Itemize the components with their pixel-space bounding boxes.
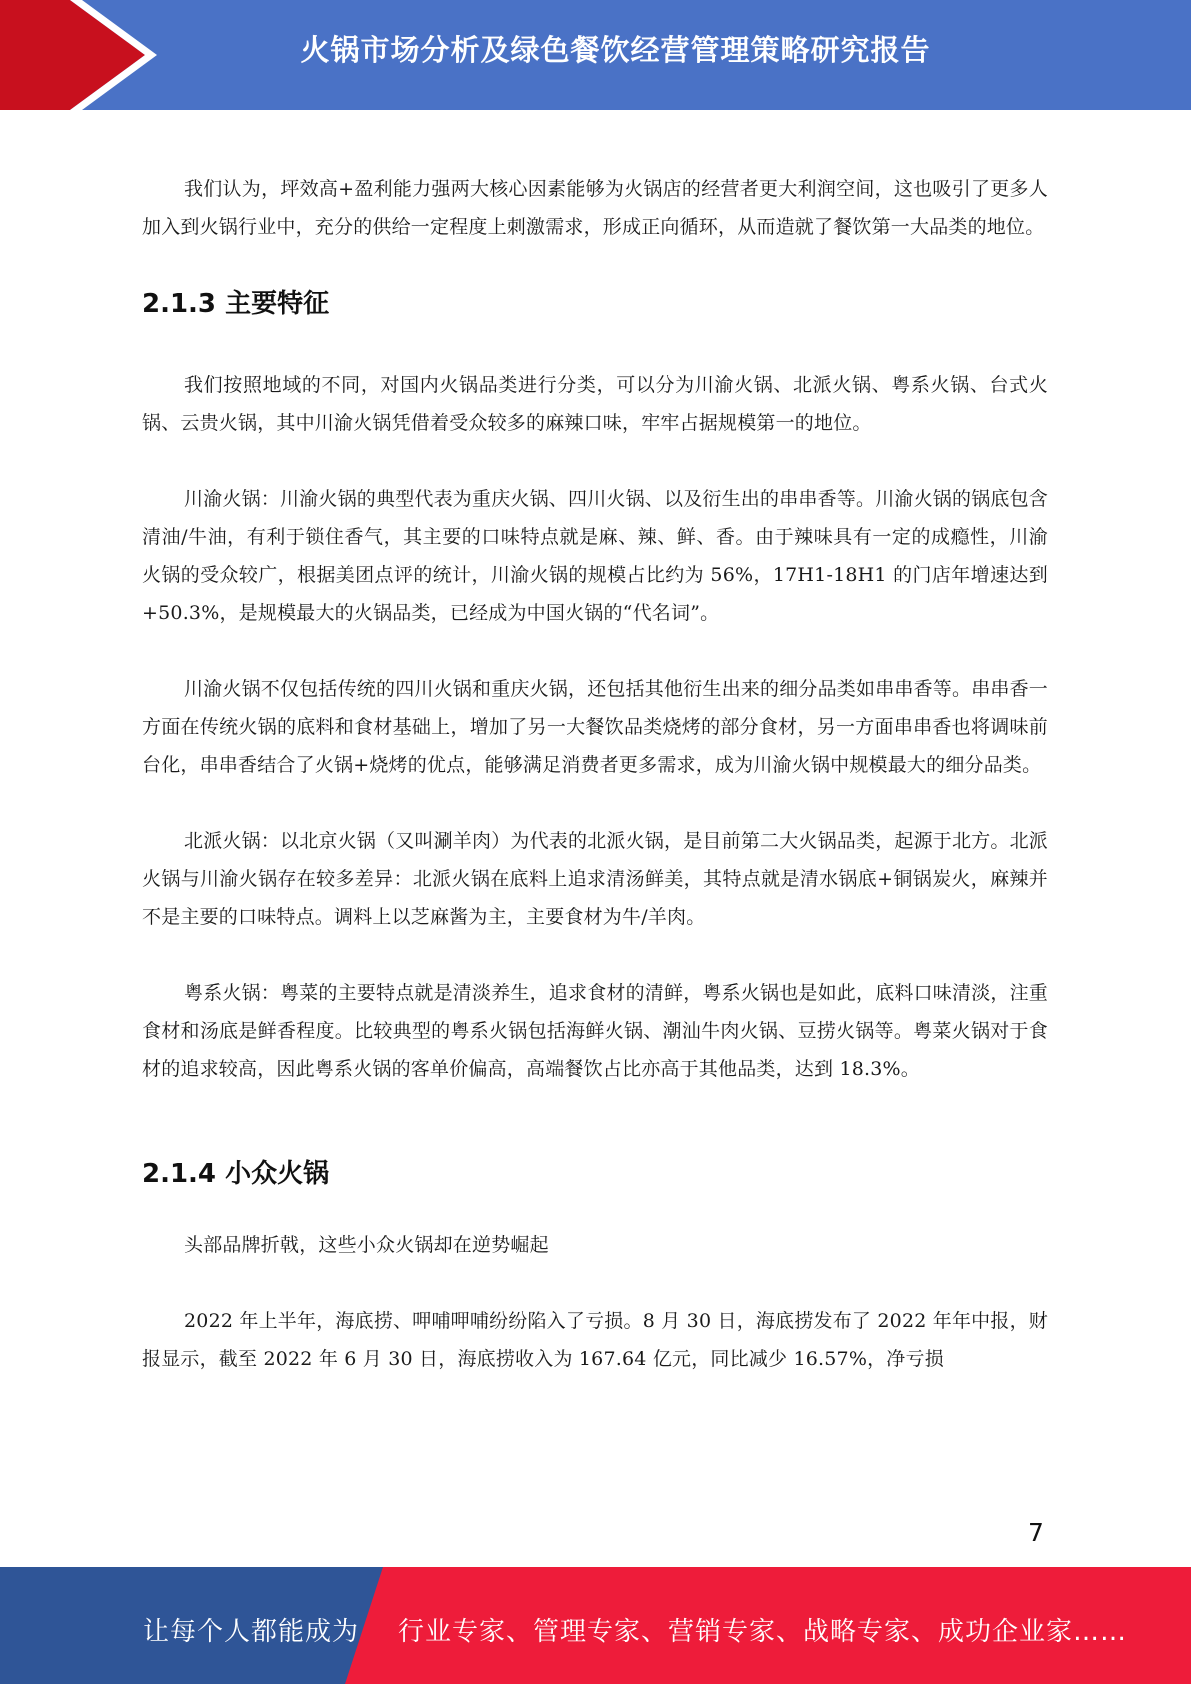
paragraph: 我们按照地域的不同，对国内火锅品类进行分类，可以分为川渝火锅、北派火锅、粤系火锅、台式火锅、云贵火锅，其中川渝火锅凭借着受众较多的麻辣口味，牢牢占据规模第一的地位。 xyxy=(142,374,1048,434)
paragraph: 川渝火锅：川渝火锅的典型代表为重庆火锅、四川火锅、以及衍生出的串串香等。川渝火锅的锅底包含清油/牛油，有利于锁住香气，其主要的口味特点就是麻、辣、鲜、香。由于辣味具有一定的成瘾性，川渝火锅的受众较广，根据美团点评的统计，川渝火锅的规模占比约为 56%，17H1-18H1 的门店年增速达到+50.3%，是规模最大的火锅品类，已经成为中国火锅的“代名词”。 xyxy=(142,488,1049,624)
paragraph: 头部品牌折戟，这些小众火锅却在逆势崛起 xyxy=(184,1234,549,1256)
page-footer xyxy=(0,1567,1191,1684)
page-header xyxy=(0,0,1191,110)
paragraph: 川渝火锅不仅包括传统的四川火锅和重庆火锅，还包括其他衍生出来的细分品类如串串香等。串串香一方面在传统火锅的底料和食材基础上，增加了另一大餐饮品类烧烤的部分食材，另一方面串串香也将调味前台化，串串香结合了火锅+烧烤的优点，能够满足消费者更多需求，成为川渝火锅中规模最大的细分品类。 xyxy=(142,678,1049,776)
section-heading: 2.1.4 小众火锅 xyxy=(142,1159,330,1189)
document-title: 火锅市场分析及绿色餐饮经营管理策略研究报告 xyxy=(300,33,931,67)
footer-slogan-left: 让每个人都能成为 xyxy=(143,1617,360,1647)
page-number: 7 xyxy=(1028,1518,1044,1547)
paragraph: 北派火锅：以北京火锅（又叫涮羊肉）为代表的北派火锅，是目前第二大火锅品类，起源于北方。北派火锅与川渝火锅存在较多差异：北派火锅在底料上追求清汤鲜美，其特点就是清水锅底+铜锅炭火，麻辣并不是主要的口味特点。调料上以芝麻酱为主，主要食材为牛/羊肉。 xyxy=(142,830,1049,928)
paragraph: 2022 年上半年，海底捞、呷哺呷哺纷纷陷入了亏损。8 月 30 日，海底捞发布了 2022 年年中报，财报显示，截至 2022 年 6 月 30 日，海底捞收入为 167.64 亿元，同比减少 16.57%，净亏损 xyxy=(142,1310,1048,1370)
page-content xyxy=(142,170,1048,1378)
paragraph: 我们认为，坪效高+盈利能力强两大核心因素能够为火锅店的经营者更大利润空间，这也吸引了更多人加入到火锅行业中，充分的供给一定程度上刺激需求，形成正向循环，从而造就了餐饮第一大品类的地位。 xyxy=(142,178,1048,238)
paragraph: 粤系火锅：粤菜的主要特点就是清淡养生，追求食材的清鲜，粤系火锅也是如此，底料口味清淡，注重食材和汤底是鲜香程度。比较典型的粤系火锅包括海鲜火锅、潮汕牛肉火锅、豆捞火锅等。粤菜火锅对于食材的追求较高，因此粤系火锅的客单价偏高，高端餐饮占比亦高于其他品类，达到 18.3%。 xyxy=(142,982,1049,1080)
section-heading: 2.1.3 主要特征 xyxy=(142,289,330,319)
footer-slogan-right: 行业专家、管理专家、营销专家、战略专家、成功企业家…… xyxy=(398,1617,1128,1647)
